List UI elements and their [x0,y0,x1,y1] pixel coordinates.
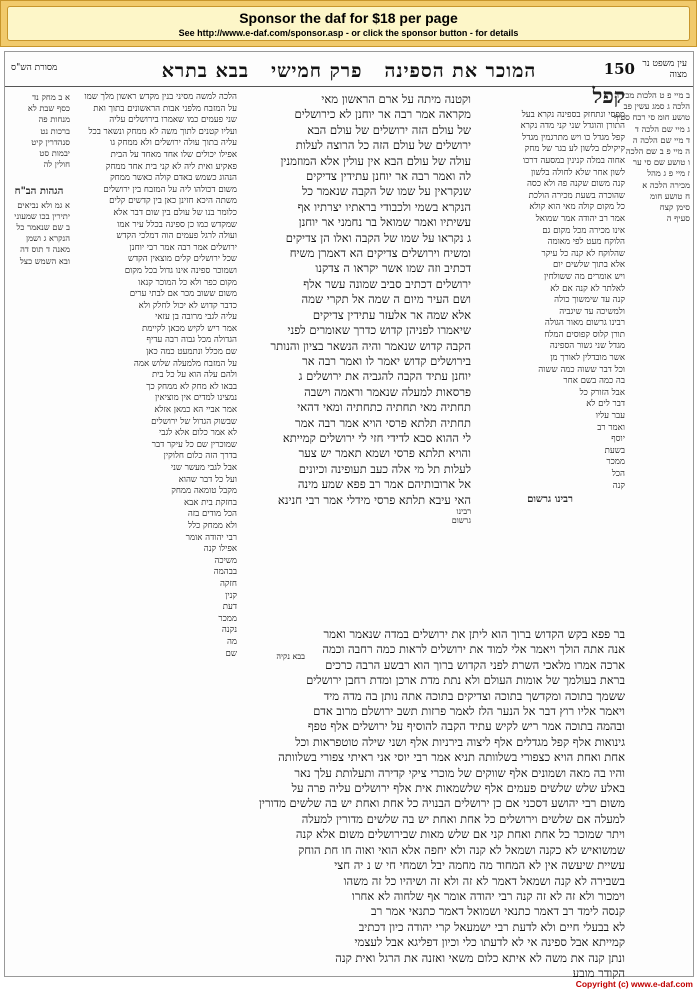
gemara-line: והיו בה מאה ושמונים אלף שווקים של מוכרי ציקי קדירה ותעלותת עלך נאר [294,765,625,780]
commentary-line: דבר לים לא [586,399,625,410]
gemara-bottom-block [239,627,625,980]
tosafot-line: הנהוג כשמש באדם קולה כאשר ממחק [110,173,237,184]
commentary-line: התורן והוגדל שני קני מדה נקרא [520,121,625,132]
commentary-line: קנה משום שקנה פה ולא כסה [526,179,625,190]
tosafot-line: פאקיע ואית ליה לא קני בית אחד ממחק [105,161,237,172]
tosafot-line: מקבל טומאה ממחק [171,486,237,497]
gemara-line: יוחנן עתיד הקבה להגביה את ירושלים ג [298,369,471,384]
hagahot-line: יתירין בכו שמעוני [14,210,70,221]
tosafot-line: לא אמר כלום אלא לגבי [159,428,237,439]
right-commentary-lines [475,110,625,493]
commentary-line: וכל דבר ששוה כמה ששוה [538,364,625,375]
gemara-line: ירושלים של עולם הזה כל הרוצה לעלות [295,138,471,153]
tosafot-line: נקנה [221,625,237,636]
tosafot-line: ועליו קטנים לתוך משה לא ממחק ונשאר בכל [88,126,237,137]
commentary-line: אחוה במלה קנינין במסעה דרכו [522,155,625,166]
copyright-footer: Copyright (c) www.e-daf.com [575,979,693,989]
page-header [105,58,593,84]
ein-mishpat-line: ו טושע שם סי ער [632,157,690,168]
tosafot-line: אמר אביי הא כמאן אזלא [154,405,237,416]
tosafot-line: ועל כל דבר שהוא [178,474,237,485]
gemara-main-column [239,92,471,622]
commentary-line: אלא בתוך שלשים יום [553,260,625,271]
header-rule [5,86,693,87]
tosafot-line: ולא ממחק כלל [188,520,237,531]
tosafot-line: הגדולה מכל גבוה רבה עדיף [146,335,237,346]
commentary-line: שהוכרה בשעת מכירה הולכת [528,190,625,201]
tosafot-line: על המזבח מלמעלה שלוש אמה [133,358,237,369]
commentary-line: קפל מגדל כו ויש מתרגמין מגדל [522,132,625,143]
commentary-line: לאלתר לא קנה אם לא [550,283,625,294]
gemara-line: של עולם הזה ירושלים של עולם הבא [307,122,471,137]
tosafot-line: אפילו יכולים שלו אחד מאחד על הבית [110,149,237,160]
tosafot-line: עליה לגבי מרובה בן עזאי [155,312,237,323]
tosafot-line: בחזקת בית אבא [183,497,237,508]
tosafot-line: משום ששוב מכר אם לבתי ערים [129,289,237,300]
tosafot-line: שם [225,648,237,659]
commentary-line: יוסף [611,434,625,445]
tosafot-line: שם מכלל ונתמעט כמה כאן [146,347,237,358]
gemara-line: הנקרא בשמי ולכבודי בראתיו יצרתיו אף [297,199,471,214]
commentary-line: תורן קלוס קפוסים המלח [544,329,625,340]
gemara-line: ומשיח וירושלים צדיקים הא דאמרן משיח [289,246,471,261]
commentary-line: ולמשיכה עד שיגביה [559,306,625,317]
masoret-lines [8,92,70,170]
commentary-line: אבל הזורק כל [579,387,625,398]
tosafot-line: ירושלים אמר רבה אמר רבי יוחנן [129,242,237,253]
tosafot-line: רבי יהודה אומר [185,532,237,543]
gemara-line: קנסה לימד רב דאמר כתנאי ושמואל דאמר כתנאי אמר רב [371,904,625,919]
margin-note-1: רבינו גרשום [451,507,471,525]
gemara-line: בר פפא בקש הקדוש ברוך הוא ליתן את ירושלים במדה שנאמר ואמר [323,627,625,641]
tosafot-line: בדרך הזה כלום חלוקין [163,451,237,462]
gemara-line: מקראה אמר רבה אר יוחנן לא כירושלים [294,107,471,122]
perek-number: פרק חמישי [271,59,363,82]
gemara-line: וקטנה מיתה על ארם הראשון מאי [321,92,471,106]
gemara-line: אלא שמה אר אלעזר עתידין צדיקים [312,307,471,322]
gemara-line: לה ואמר רבה אר יוחנן עתידין צדיקים [306,169,471,184]
gemara-line: גינואות אלף קפל מגדלים אלף ליצוה בירניות אלף ושני שילה טוטפראות וכל [295,734,625,749]
tosafot-line: ועולה לרגל פעמים הוה דמלכי הקדש [116,231,237,242]
gemara-line: פרסאות למעלה שנאמר וראמה וישבה [304,384,471,399]
commentary-line: בה כמה בשם אחר [563,376,625,387]
tosafot-line: אפילו קנה [203,544,237,555]
ein-mishpat-line: ז מיי פ ג מהל [647,168,690,179]
masoret-column [8,92,70,972]
hagahot-line: מאנה ד תוס דה [20,244,70,255]
tosafot-line: הלכה למשה מסיני בנין מקדש ראשון מלך שמו [84,92,237,102]
gemara-line: בראת בעולמך של אומות העולם ולא נתת מדת ארכן ומדת רחבן ירושלים [306,673,625,688]
ein-mishpat-label: עין משפט נר מצוה [642,59,687,80]
gemara-line: תחתיה מאי תחתיה כתחתיה ומאי דהאי [297,400,471,415]
gemara-line: ששמך בתוכה ומקדשך בתוכה וצדיקים בתוכה אתה נותן בה מדה מיד [323,688,625,703]
gemara-line: ויאמר אליו רוץ דבר אל הנער הלז לאמר פרזות תשב ירושלם מרוב אדם [313,704,625,719]
commentary-line: קנה [612,480,625,491]
gemara-line: שנקראין על שמו של הקבה שנאמר כל [302,184,471,199]
gemara-line: אל ארובותיהם אמר רב פפא שמע מינה [297,477,471,492]
gemara-line: ושם העיר מיום ה שמה אל תקרי שמה [301,292,471,307]
perek-name: המוכר את הספינה [384,59,537,82]
daf-page [4,51,694,980]
commentary-line: הלוקח מעט לפי מאומה [547,237,625,248]
gemara-line: ויתר שמוכר כל אחת ואחת קני אם שלש מאות שבירושלים משום אלא קנה [295,827,625,842]
masoret-line: סנהדרין קיט [31,136,70,147]
tosafot-line: מה [226,636,237,647]
sponsor-subtitle: See http://www.e-daf.com/sponsor.asp - or click the sponsor button - for details [178,28,519,38]
ein-mishpat-lines [613,90,690,224]
gemara-line: ונתן קנה את משה לא איתא כלום משאי ואזנה את הרגל ואית קנה [335,950,625,965]
gemara-line: באלע שלש שלשים פעמים אלף שלשמאות אית אלף ירושלים עליה פרה על [291,781,625,796]
sponsor-banner[interactable] [0,0,697,47]
commentary-line: בשעת [604,445,625,456]
hagahot-line: א גמ ולא נביאים [17,199,70,210]
tosafot-line: ממכר [218,613,237,624]
tosafot-line: נמצינו למדים אין מוציאין [155,393,237,404]
tosafot-line: מקום כפר ולא כל המוכר קנאו [138,277,237,288]
hagahot-line: הנקרא ג ושמן [25,233,70,244]
tosafot-line: שמקדש כמו כן ספינה בכלל עיר אמו [117,219,237,230]
tosafot-line: אמר ריש לקיש מכאן לקיימת [141,323,237,334]
gemara-line: ג נקראו על שמו של הקבה ואלו הן צדיקים [285,230,471,245]
ein-mishpat-line: הלכה ג סמג עשין פב [623,101,690,112]
masoret-line: ברכות נט [40,125,70,136]
gemara-line: ובהמה בתוכה אמר ריש לקיש עתיד הקבה להוסיף על ירושלים אלף טפף [307,719,625,734]
hagahot-line: ובא השמש כצל [19,255,70,266]
masoret-line: חולין לה [43,159,70,170]
tosafot-lines [75,92,237,660]
ein-mishpat-line: ה מיי פ ב שם הלכה [625,146,690,157]
gemara-line: למעלה אם שלשים וירושלים כל אחת ואחת יש בה שלשים מדורין למעלה [301,811,625,826]
margin-note-2: בבא נקיה [276,652,305,661]
gemara-line: האי עיבא תלתא פרסי מידלי אמר רבי חנינא [277,492,471,507]
tosafot-line: הכל מודים בזה [187,509,237,520]
gemara-line: קמייתא אבל ספינה אי לא לדעתו כלי וכיון דפליגא אבל לעצמי [354,935,625,950]
gemara-line: ארכה אמרו מלאכי השרת לפני הקדוש ברוך הוא רבשע הרבה כרכים [325,657,625,672]
commentary-line: קנה עד שימשוך כולה [554,295,625,306]
tosafot-line: משום דכולהו ליה על המזבח בין ירושלים [103,184,237,195]
tosafot-column [75,92,237,962]
commentary-line: מפסי ונתחזק בספינה נקרא בעל [521,109,625,120]
ein-mishpat-line: מכירה הלכה א [642,179,690,190]
ein-mishpat-line: ד מיי שם הלכה ה [632,134,690,145]
tosafot-line: דעת [222,602,237,613]
ein-mishpat-line: טושע חומ סי רכח סעיף [613,112,690,123]
gemara-line: אנה אתה הולך ויאמר אלי למוד את ירושלים לראות כמה רחבה וכמה [322,642,625,657]
gemara-line: דכתיב וזה שמו אשר יקראו ה צדקנו [315,261,471,276]
commentary-line: קיקילם בלשון לע בגר של מחק [524,144,625,155]
gemara-line: עולה של עולם הבא אין עולין אלא המוזמנין [280,153,471,168]
masoret-line: יבמות סט [39,148,70,159]
gemara-line: תחתיה תלתא פרסי הויא אמר רבה אמר [295,415,471,430]
commentary-line: רבינו גרשום מאור הגולה [544,318,625,329]
gemara-line: לעלות תל מי אלה כעב תעופינה וכיונים [298,461,471,476]
commentary-line: כל מקום קולה מאי הוא קולא [529,202,625,213]
ein-mishpat-line: ב מיי פ ט הלכות מכירה [614,90,690,100]
rabbeinu-gershom-heading: רבינו גרשום [527,494,573,506]
tosafot-line: ושמוכר ספינה אינו גדול בכל מקום [124,265,237,276]
gemara-line: אחת ואחת הויא כצפורי בשלוותה תניא אמר רבי יוסי אני ראיתי צפורי בשלוותה [278,750,625,765]
gemara-line: הקבה קדוש שנאמר והיה הנשאר בציון והנותר [270,338,471,353]
tosafot-line: בבאו לא מחק לא ממחק כך [146,381,237,392]
tosafot-line: שכל ירושלים קלים מוצאין הקדש [127,254,237,265]
masoret-line: מנחות פה [38,114,70,125]
gemara-line: בירושלים קדוש יאמר לו ואמר רבה אר [302,353,471,368]
commentary-line: ממכר [606,457,625,468]
tosafot-line: שני פעמים כמו שאמרו בירושלים עליה [109,115,237,126]
tosafot-line: חזקה [219,578,237,589]
commentary-line: אינו מכירה מכל מקום גם [542,225,625,236]
page-number: 150 [603,60,635,78]
tosafot-line: משתה היכא חזינן כאן בין קדשים קלים [109,196,237,207]
masoret-hashas-label: מסורת הש"ס [11,63,58,73]
commentary-line: ויש אומרים מה ששולחין [544,271,625,282]
gemara-line: בשבירה לא קנה ושמאל דאמר לא זה ולא זה ושיהיו כל זה משהו [343,873,625,888]
right-commentary-column [475,83,625,620]
ein-mishpat-line: ח טושע חומ [650,190,690,201]
masoret-line: כסף שבת לא [27,103,70,114]
hagahot-heading: הגהות הב"ח [14,186,64,198]
sponsor-banner-inner[interactable] [7,6,690,41]
gemara-line: הקודר מובע [572,965,625,980]
commentary-line: עבר עליו [595,411,625,422]
commentary-line: אשר מובדלין לאורך מן [550,353,625,364]
tosafot-line: עליה בתוך עולה ירושלים ולא ממחק גו [110,138,237,149]
commentary-line: לשון אחר שלא לחולה בלשון [530,167,625,178]
tosafot-line: שמוכרין שם כל עיקר דבר [151,439,237,450]
ein-mishpat-line: סעיף ה [666,213,690,224]
ein-mishpat-line: סימן קצח [659,202,690,213]
masechta-name: בבא בתרא [161,59,250,82]
gemara-line: משום רבי יהושע דסכני אם כן ירושלים הבנויה כל אחת ואחת יש בה שלשים מדורין [259,796,625,811]
sponsor-title: Sponsor the daf for $18 per page [239,10,458,26]
tosafot-line: על המזבח מלפני אבות הראשונים בתוך ואת [93,103,237,114]
tosafot-line: שבשוק הגדול של ירושלים [151,416,237,427]
commentary-line: שהלוקח לא קנה כל עיקר [541,248,625,259]
gemara-line: שיאמרו לפניהן קדוש כדרך שאומרים לפני [287,323,471,338]
gemara-line: וימכור ולא זה לא זה קנה רבי יהודה אומר אף שלחוה לא אחרו [351,888,625,903]
gemara-line: ירושלים דכתיב סביב שמונה עשר אלף [303,276,471,291]
ein-mishpat-line: ג מיי שם הלכה ד [634,123,690,134]
gemara-line: עשיתיו ואמר שמואל בר נחמני אר יוחנן [298,215,471,230]
commentary-line: ואמר רב [597,422,625,433]
tosafot-line: אבל לגבי מעשר שני [170,463,237,473]
masoret-line: א ב מחק נד [32,92,70,102]
gemara-bottom-lines [239,627,625,981]
gemara-line: עשיית שיעשה אין לא המחוד מה מחמה יבל ושמחי חי ש נ יה חצי [334,858,625,873]
tosafot-line: ולהם עלה הוא על כל בית [151,370,237,381]
commentary-line: מגדל שני גשור הספינה [549,341,625,352]
gemara-line: לי ההוא סבא לדידי חזי לי ירושלים קמייתא [282,430,471,445]
gemara-line: והויא תלתא פרסי ושמא תאמר יש צער [298,446,471,461]
gemara-lines [239,92,471,508]
tosafot-line: בבהמה [213,567,237,578]
commentary-line: הכל [611,469,625,479]
gemara-line: לא בבעלי חיים ולא לדעת רבי ישמעאל קרי יהודה כיון דכתיב [358,919,625,934]
hagahot-line: ב שם שנאמר כל [16,222,70,233]
commentary-line: אמר רב יהודה אמר שמואל [535,213,625,224]
tosafot-line: כדבר קדוש לא יכול לחלק ולא [138,300,237,311]
kapal-heading: קפל [592,83,625,108]
tosafot-line: כלומר בנו של עולם בין שום דבר אלא [113,207,237,218]
tosafot-line: משיכה [214,555,237,566]
gemara-line: שמשואיש לא כקנה ושמאל לא קנה ולא יחפה אלא הואי ואוה חו חת הוחק [298,842,625,857]
hagahot-lines [8,200,70,267]
tosafot-line: קנין [225,590,237,601]
